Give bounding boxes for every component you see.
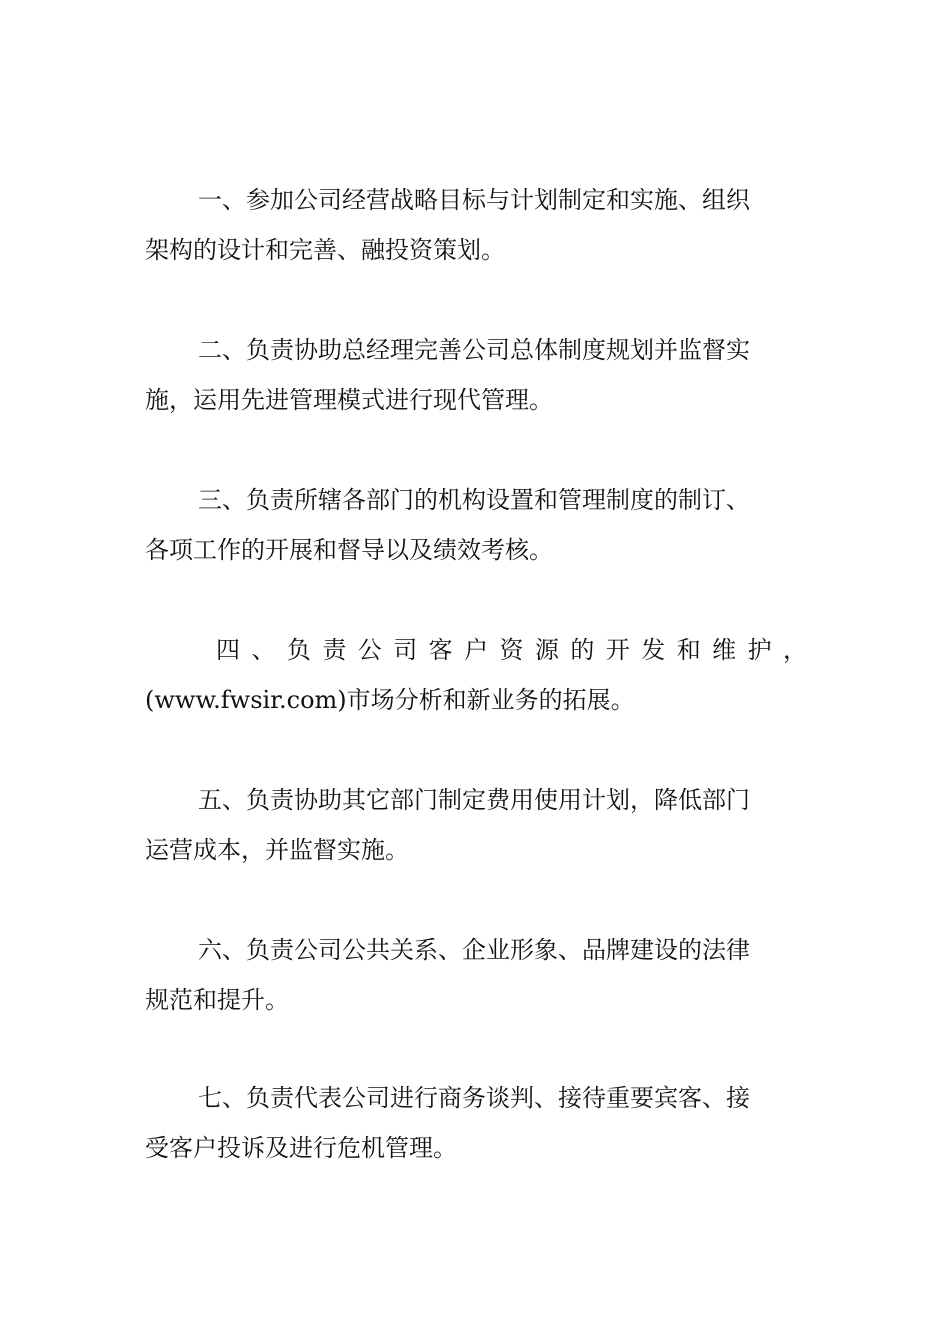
paragraph-4-char: 资: [499, 636, 524, 664]
paragraph-4-char: 开: [605, 636, 630, 664]
paragraph-4-char: 负: [286, 636, 311, 664]
paragraph-4-char: 公: [357, 636, 382, 664]
paragraph-5: [145, 775, 807, 875]
paragraph-6-line-1: 六、负责公司公共关系、企业形象、品牌建设的法律: [198, 936, 750, 964]
paragraph-4-char: 责: [322, 636, 347, 664]
paragraph-7-line-2: 受客户投诉及进行危机管理。: [145, 1134, 457, 1162]
paragraph-4-line-1: [145, 625, 807, 675]
paragraph-4-char: 司: [393, 636, 418, 664]
paragraph-4-char: 发: [641, 636, 666, 664]
paragraph-3-line-1: 三、负责所辖各部门的机构设置和管理制度的制订、: [198, 486, 750, 514]
paragraph-4-line-2: (www.fwsir.com)市场分析和新业务的拓展。: [145, 686, 635, 714]
paragraph-5-line-2: 运营成本，并监督实施。: [145, 836, 409, 864]
paragraph-5-line-1: 五、负责协助其它部门制定费用使用计划，降低部门: [198, 786, 750, 814]
paragraph-2: [145, 325, 807, 425]
paragraph-4-char: 户: [464, 636, 489, 664]
paragraph-7: [145, 1073, 807, 1173]
paragraph-6-line-2: 规范和提升。: [145, 986, 289, 1014]
paragraph-4-char: 维: [712, 636, 737, 664]
paragraph-4-char: 护: [747, 636, 772, 664]
paragraph-4: [145, 625, 807, 725]
paragraph-4-char: 四: [216, 636, 240, 664]
paragraph-1-line-2: 架构的设计和完善、融投资策划。: [145, 236, 505, 264]
paragraph-4-char: 的: [570, 636, 595, 664]
paragraph-1-line-1: 一、参加公司经营战略目标与计划制定和实施、组织: [198, 186, 750, 214]
paragraph-2-line-2: 施，运用先进管理模式进行现代管理。: [145, 386, 553, 414]
paragraph-3-line-2: 各项工作的开展和督导以及绩效考核。: [145, 536, 553, 564]
paragraph-4-char: 、: [251, 636, 276, 664]
paragraph-7-line-1: 七、负责代表公司进行商务谈判、接待重要宾客、接: [198, 1084, 750, 1112]
paragraph-6: [145, 925, 807, 1025]
paragraph-1: [145, 175, 807, 275]
paragraph-3: [145, 475, 807, 575]
paragraph-4-char: 客: [428, 636, 453, 664]
paragraph-2-line-1: 二、负责协助总经理完善公司总体制度规划并监督实: [198, 336, 750, 364]
paragraph-4-char: 源: [534, 636, 559, 664]
paragraph-4-char: ，: [783, 636, 807, 664]
paragraph-4-char: 和: [676, 636, 701, 664]
